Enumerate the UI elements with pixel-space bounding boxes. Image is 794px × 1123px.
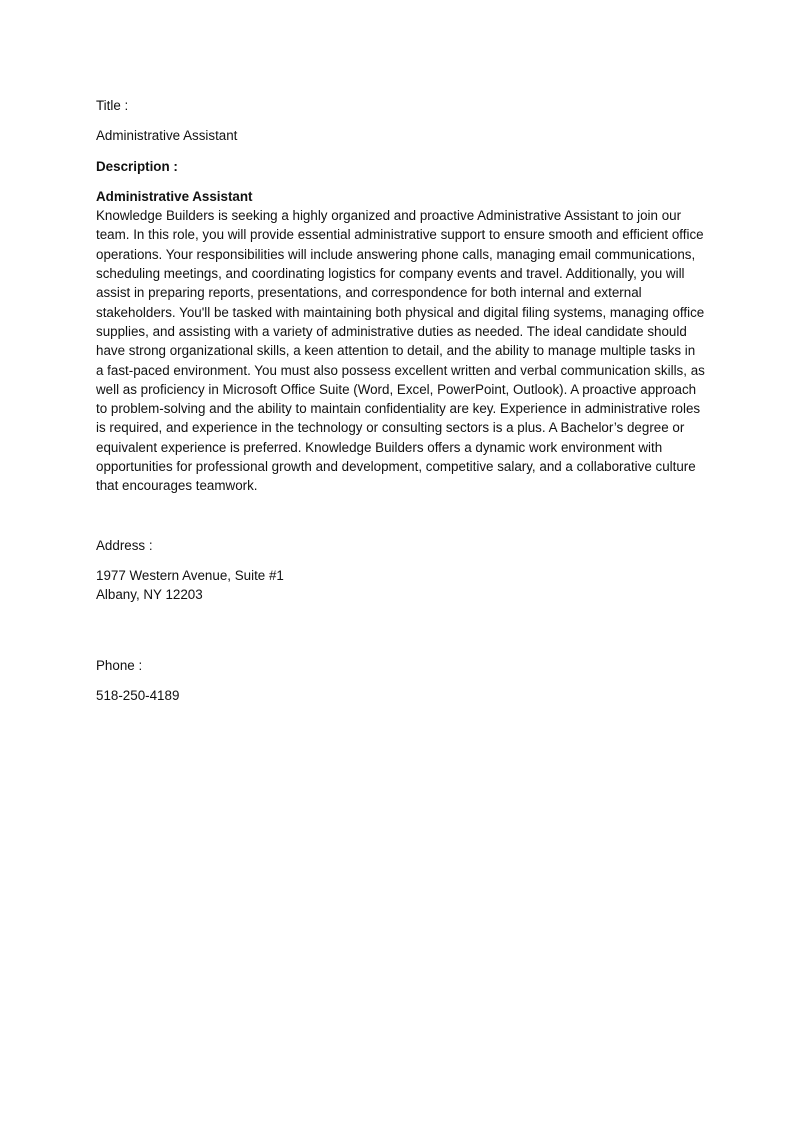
title-label: Title : bbox=[96, 98, 129, 113]
description-heading: Administrative Assistant bbox=[96, 188, 253, 204]
description-block bbox=[96, 187, 706, 496]
address-value bbox=[96, 566, 706, 605]
phone-value: 518-250-4189 bbox=[96, 687, 180, 703]
document-content bbox=[96, 96, 706, 716]
address-line-2: Albany, NY 12203 bbox=[96, 587, 203, 603]
description-label: Description : bbox=[96, 158, 178, 174]
phone-label: Phone : bbox=[96, 657, 143, 673]
address-line-1: 1977 Western Avenue, Suite #1 bbox=[96, 567, 284, 583]
section-spacer bbox=[96, 496, 706, 536]
address-label: Address : bbox=[96, 537, 153, 553]
section-spacer bbox=[96, 616, 706, 656]
title-value: Administrative Assistant bbox=[96, 128, 238, 144]
description-body: Knowledge Builders is seeking a highly organized and proactive Administrative Assistant to join our team. In this role, you will provide essential administrative support to ensure smooth and efficient office operations. Your responsibilities will include answering phone calls, managing email communications, scheduling meetings, and coordinating logistics for company events and travel. Additionally, you will assist in preparing reports, presentations, and correspondence for both internal and external stakeholders. You'll be tasked with maintaining both physical and digital filing systems, managing office supplies, and assisting with a variety of administrative duties as needed. The ideal candidate should have strong organizational skills, a keen attention to detail, and the ability to manage multiple tasks in a fast-paced environment. You must also possess excellent written and verbal communication skills, as well as proficiency in Microsoft Office Suite (Word, Excel, PowerPoint, Outlook). A proactive approach to problem-solving and the ability to maintain confidentiality are key. Experience in administrative roles is required, and experience in the technology or consulting sectors is a plus. A Bachelor’s degree or equivalent experience is preferred. Knowledge Builders offers a dynamic work environment with opportunities for professional growth and development, competitive salary, and a collaborative culture that encourages teamwork. bbox=[96, 208, 705, 494]
